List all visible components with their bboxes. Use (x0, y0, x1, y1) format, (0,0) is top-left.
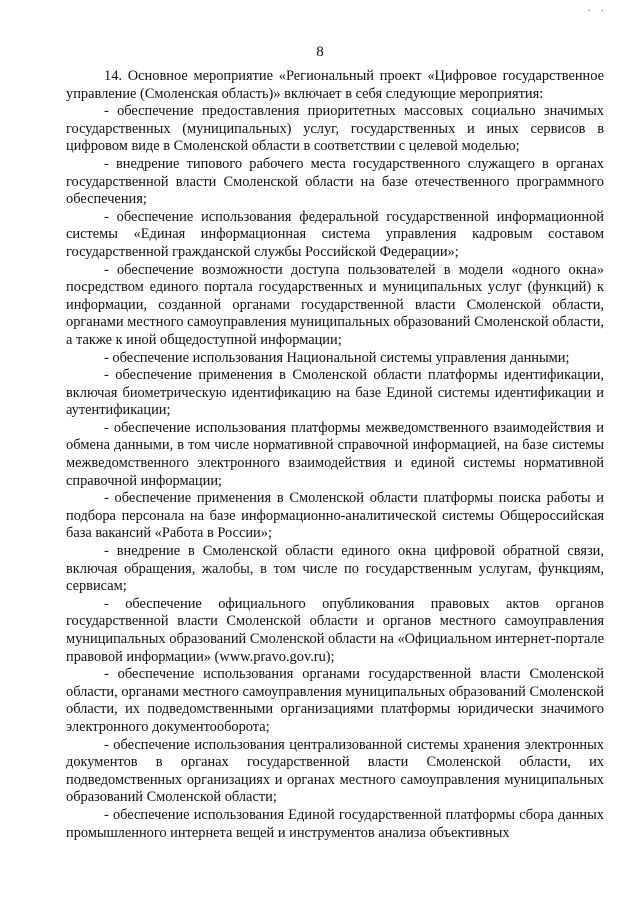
document-body (66, 68, 604, 842)
paragraph: - внедрение типового рабочего места государственного служащего в органах государственной власти Смоленской области на базе отечественного программного обеспечения; (66, 155, 604, 208)
paragraph: - обеспечение использования органами государственной власти Смоленской области, органами местного самоуправления муниципальных образований Смоленской области, их подведомственными организациями платформы юридически значимого электронного документооборота; (66, 666, 604, 735)
paragraph: - обеспечение возможности доступа пользователей в модели «одного окна» посредством единого портала государственных и муниципальных услуг (функций) к информации, созданной органами государственной власти Смоленской области, органами местного самоуправления муниципальных образований Смоленской области, а также к иной общедоступной информации; (66, 261, 604, 348)
paragraph: - внедрение в Смоленской области единого окна цифровой обратной связи, включая обращения, жалобы, в том числе по государственным услугам, функциям, сервисам; (66, 543, 604, 595)
paragraph: - обеспечение применения в Смоленской области платформы поиска работы и подбора персонала на базе информационно-аналитической системы Общероссийская база вакансий «Работа в России»; (66, 490, 604, 542)
paragraph: - обеспечение официального опубликования правовых актов органов государственной власти Смоленской области и органов местного самоуправления муниципальных образований Смоленской области на «Официальном интернет-портале правовой информации» (www.pravo.gov.ru); (66, 595, 604, 665)
paragraph: 14. Основное мероприятие «Региональный проект «Цифровое государственное управление (Смоленская область)» включает в себя следующие мероприятия: (66, 68, 604, 102)
paragraph: - обеспечение применения в Смоленской области платформы идентификации, включая биометрическую идентификацию на базе Единой системы идентификации и аутентификации; (66, 367, 604, 419)
paragraph: - обеспечение использования платформы межведомственного взаимодействия и обмена данными, в том числе нормативной справочной информацией, на базе системы межведомственного электронного взаимодействия и единой системы нормативной справочной информации; (66, 419, 604, 489)
scan-artifact-marks: ·· (587, 6, 614, 17)
paragraph: - обеспечение использования централизованной системы хранения электронных документов в органах государственной власти Смоленской области, их подведомственных организациях и органах местного самоуправления муниципальных образований Смоленской области; (66, 736, 604, 806)
paragraph: - обеспечение использования Национальной системы управления данными; (104, 349, 570, 366)
paragraph: - обеспечение предоставления приоритетных массовых социально значимых государственных (муниципальных) услуг, государственных и иных сервисов в цифровом виде в Смоленской области в соответствии с целевой моделью; (66, 103, 604, 155)
paragraph: - обеспечение использования федеральной государственной информационной системы «Единая информационная система управления кадровым составом государственной гражданской службы Российской Федерации»; (66, 208, 604, 260)
page-number: 8 (316, 44, 324, 60)
paragraph: - обеспечение использования Единой государственной платформы сбора данных промышленного интернета вещей и инструментов анализа объективных (66, 806, 604, 841)
